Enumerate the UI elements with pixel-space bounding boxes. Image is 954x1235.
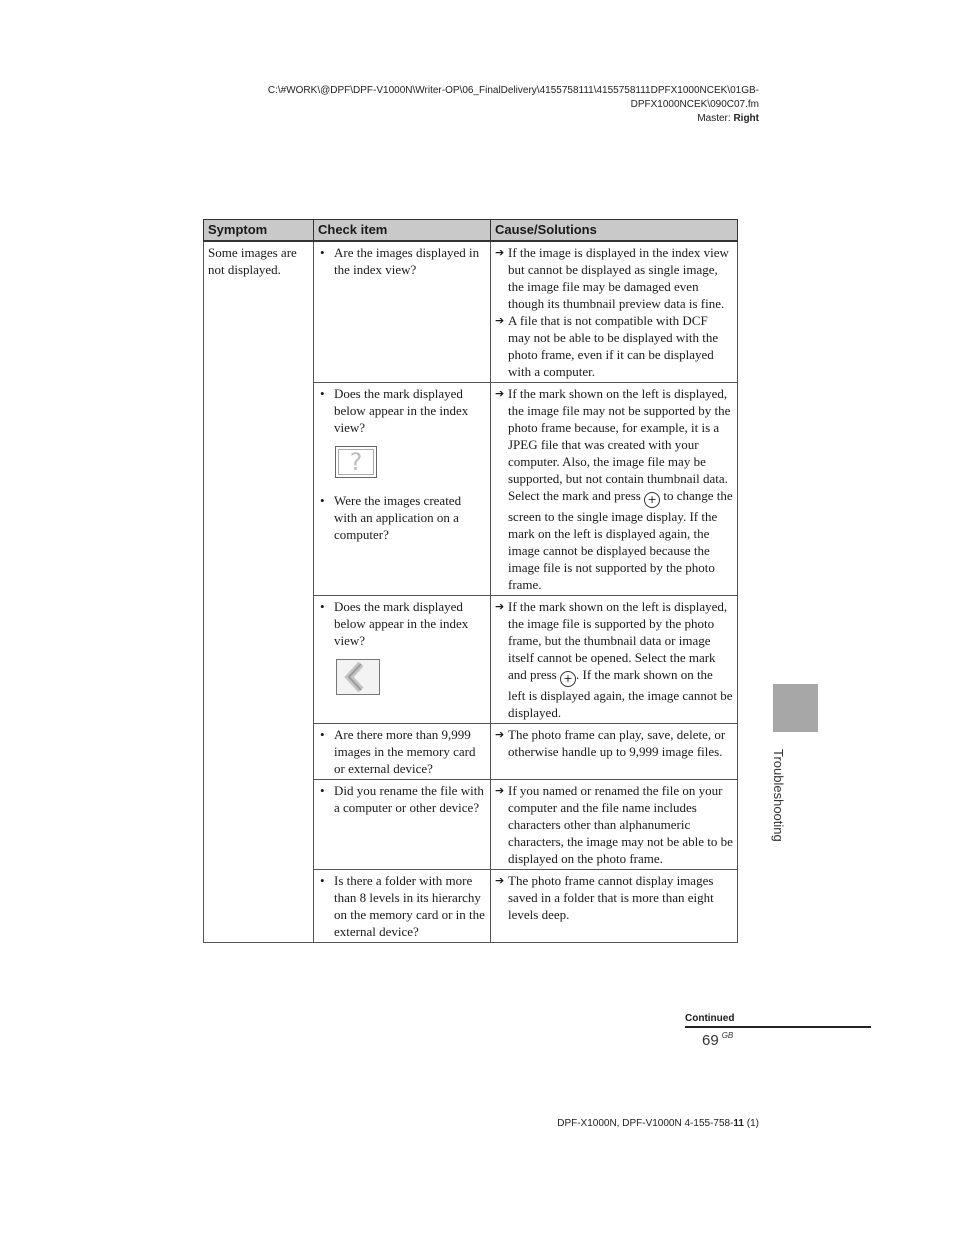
unsupported-file-icon xyxy=(335,446,377,478)
cause-text: If the image is displayed in the index view but cannot be displayed as single image, the image file may be damaged even though its thumbnail preview data is fine. xyxy=(508,245,729,311)
cause-cell xyxy=(491,596,738,724)
cause-text: A file that is not compatible with DCF may not be able to be displayed with the photo frame, even if it can be displayed with a computer. xyxy=(508,313,719,379)
cause-cell xyxy=(491,780,738,870)
cause-cell xyxy=(491,383,738,596)
check-cell xyxy=(314,724,491,780)
arrow-icon: ➔ xyxy=(495,387,505,400)
check-bullet xyxy=(318,492,486,543)
question-mark-icon: ? xyxy=(338,449,374,475)
header-path xyxy=(268,84,759,126)
check-bullet xyxy=(318,872,486,940)
bullet-icon: • xyxy=(320,599,325,614)
col-header-check-item: Check item xyxy=(314,220,491,242)
arrow-icon: ➔ xyxy=(495,784,505,797)
enter-button-icon: + xyxy=(644,492,660,508)
arrow-icon: ➔ xyxy=(495,314,505,327)
arrow-icon: ➔ xyxy=(495,600,505,613)
check-cell xyxy=(314,780,491,870)
check-bullet xyxy=(318,598,486,649)
check-text: Does the mark displayed below appear in the index view? xyxy=(334,386,469,435)
check-text: Were the images created with an application on a computer? xyxy=(334,493,462,542)
check-text: Did you rename the file with a computer or other device? xyxy=(334,783,484,815)
master-label: Master: xyxy=(697,113,734,124)
cause-item xyxy=(495,244,733,312)
section-side-label: Troubleshooting xyxy=(771,749,786,842)
cause-item xyxy=(495,598,733,721)
cause-text: The photo frame can play, save, delete, or otherwise handle up to 9,999 image files. xyxy=(508,727,726,759)
bullet-icon: • xyxy=(320,386,325,401)
page-number-value: 69 xyxy=(702,1032,719,1049)
bullet-icon: • xyxy=(320,727,325,742)
bullet-icon: • xyxy=(320,783,325,798)
header-path-line1: C:\#WORK\@DPF\DPF-V1000N\Writer-OP\06_FinalDelivery\4155758111\4155758111DPFX1000NCEK\01GB- xyxy=(267,85,759,96)
footer-model-bold: 11 xyxy=(733,1118,744,1129)
arrow-icon: ➔ xyxy=(495,728,505,741)
check-bullet xyxy=(318,385,486,436)
check-cell xyxy=(314,596,491,724)
cause-cell xyxy=(491,870,738,943)
check-cell xyxy=(314,870,491,943)
symptom-cell: Some images are not displayed. xyxy=(204,241,314,943)
header-path-line2: DPFX1000NCEK\090C07.fm xyxy=(630,99,759,110)
cause-text-b: to change the screen to the single image display. If the mark on the left is displayed again, the image cannot be displayed because the image file is not supported by the photo frame. xyxy=(508,488,733,592)
cause-text-a: If the mark shown on the left is displayed, the image file may not be supported by the photo frame because, for example, it is a JPEG file that was created with your computer. Also, the image file may be supported, but not contain thumbnail data. Select the mark and press xyxy=(508,386,731,503)
page-language-suffix: GB xyxy=(721,1031,734,1040)
bullet-icon: • xyxy=(320,493,325,508)
footer-model-tail: (1) xyxy=(744,1118,759,1129)
enter-button-icon: + xyxy=(560,671,576,687)
cause-cell xyxy=(491,241,738,383)
check-cell xyxy=(314,241,491,383)
cause-text-b: . If the mark shown on the left is displayed again, the image cannot be displayed. xyxy=(508,667,733,720)
continued-label: Continued xyxy=(685,1013,735,1024)
cause-item xyxy=(495,385,733,593)
table-header-row xyxy=(204,220,738,242)
col-header-symptom: Symptom xyxy=(204,220,314,242)
table-row xyxy=(204,241,738,383)
cause-text: If you named or renamed the file on your computer and the file name includes characters other than alphanumeric characters, the image may not be able to be displayed on the photo frame. xyxy=(508,783,733,866)
arrow-icon: ➔ xyxy=(495,874,505,887)
check-text: Is there a folder with more than 8 levels in its hierarchy on the memory card or in the external device? xyxy=(334,873,485,939)
footer-model-text: DPF-X1000N, DPF-V1000N 4-155-758- xyxy=(557,1118,734,1129)
check-bullet xyxy=(318,726,486,777)
troubleshooting-table xyxy=(203,219,738,943)
page-number xyxy=(702,1031,733,1049)
check-text: Are the images displayed in the index view? xyxy=(334,245,480,277)
cause-text: The photo frame cannot display images saved in a folder that is more than eight levels deep. xyxy=(508,873,714,922)
section-tab-marker xyxy=(773,684,818,732)
check-bullet xyxy=(318,782,486,816)
cause-text-a: If the mark shown on the left is displayed, the image file is supported by the photo frame, but the thumbnail data or image itself cannot be opened. Select the mark and press xyxy=(508,599,728,682)
check-text: Are there more than 9,999 images in the memory card or external device? xyxy=(334,727,476,776)
check-cell xyxy=(314,383,491,596)
continued-divider xyxy=(685,1026,871,1028)
bullet-icon: • xyxy=(320,873,325,888)
cause-item xyxy=(495,872,733,923)
bullet-icon: • xyxy=(320,245,325,260)
cause-item xyxy=(495,312,733,380)
broken-image-icon xyxy=(336,659,380,695)
cause-item xyxy=(495,726,733,760)
master-value: Right xyxy=(733,113,759,124)
check-bullet xyxy=(318,244,486,278)
cause-item xyxy=(495,782,733,867)
header-master xyxy=(268,112,759,126)
col-header-cause-solutions: Cause/Solutions xyxy=(491,220,738,242)
check-text: Does the mark displayed below appear in the index view? xyxy=(334,599,469,648)
cause-cell xyxy=(491,724,738,780)
arrow-icon: ➔ xyxy=(495,246,505,259)
footer-model xyxy=(557,1118,759,1129)
